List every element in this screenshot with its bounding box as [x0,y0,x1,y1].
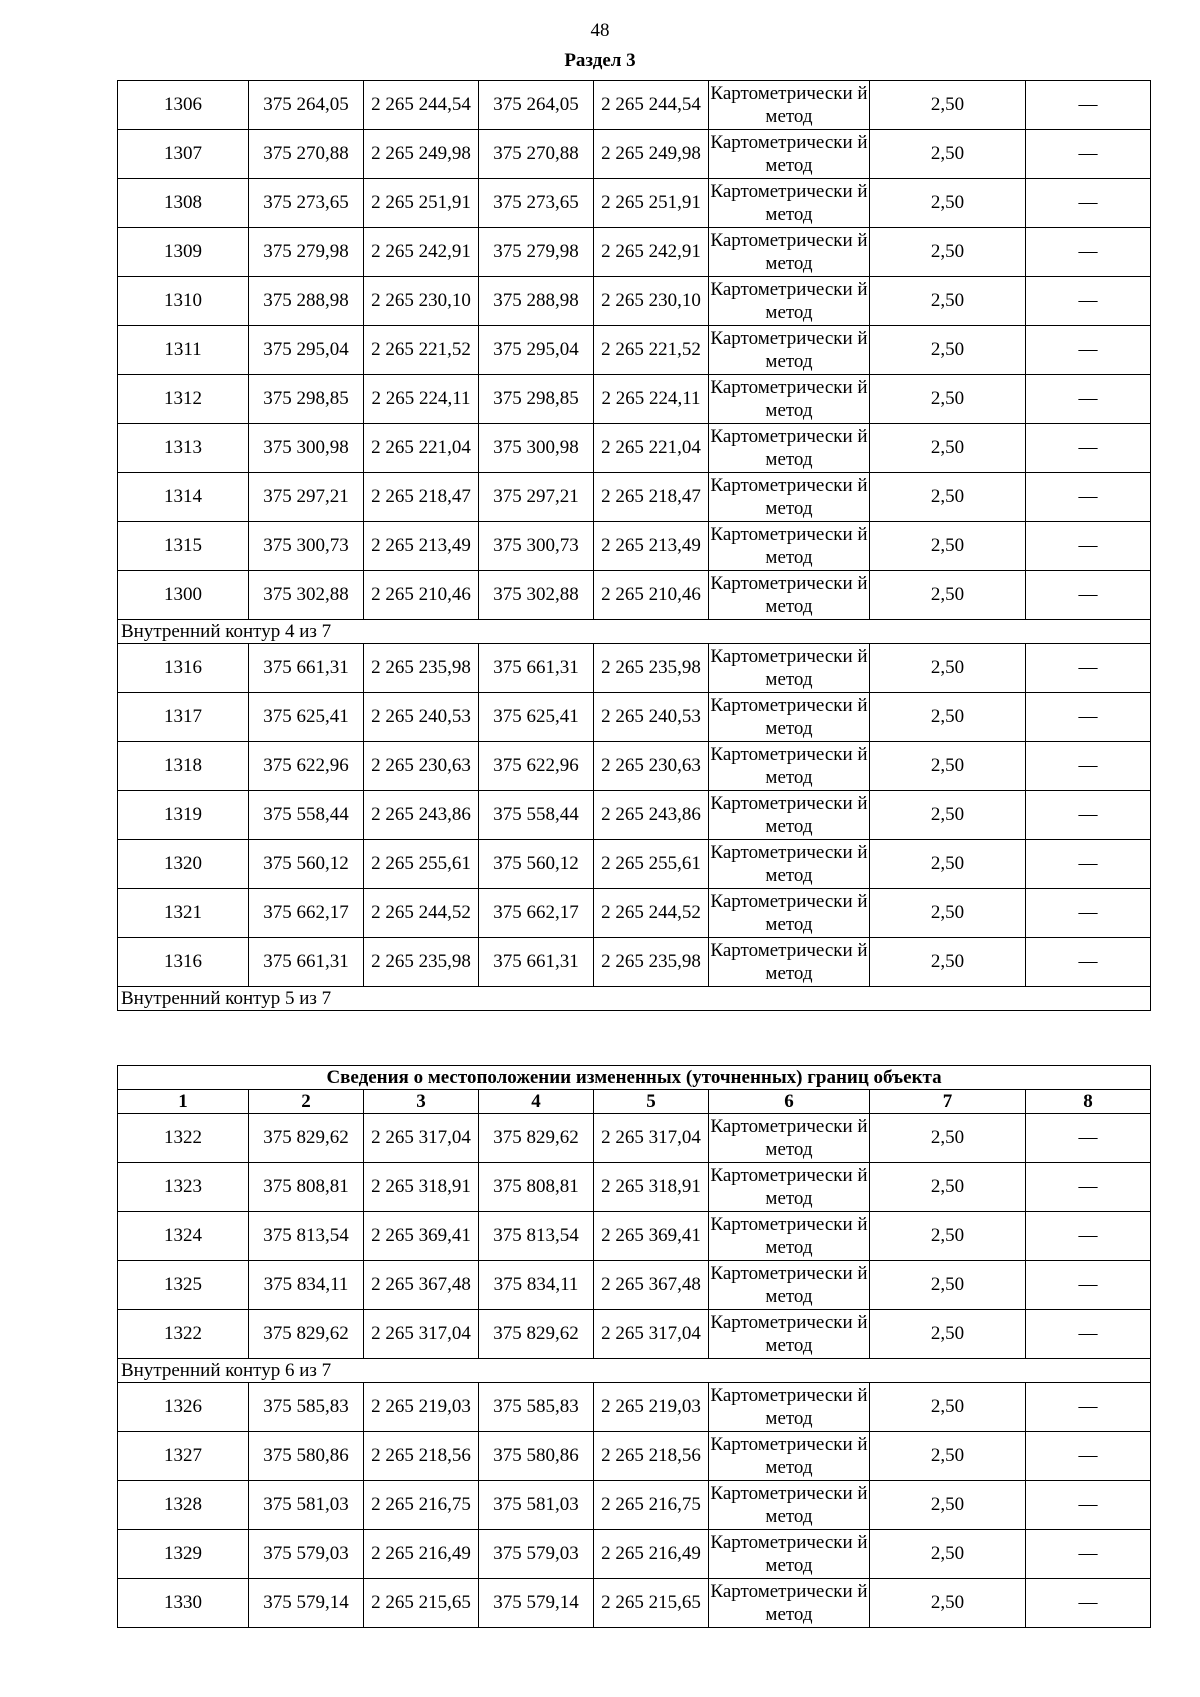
y-new-cell: 2 265 243,86 [594,791,709,840]
y-new-cell: 2 265 240,53 [594,693,709,742]
note-cell: — [1026,1114,1151,1163]
point-number-cell: 1318 [118,742,249,791]
x-existing-cell: 375 273,65 [249,179,364,228]
y-existing-cell: 2 265 240,53 [364,693,479,742]
y-new-cell: 2 265 317,04 [594,1310,709,1359]
table-row [118,522,1151,571]
note-cell: — [1026,375,1151,424]
column-number-header: 7 [870,1090,1026,1114]
point-number-cell: 1322 [118,1114,249,1163]
method-cell: Картометрически й метод [709,1261,870,1310]
point-number-cell: 1314 [118,473,249,522]
method-cell: Картометрически й метод [709,473,870,522]
table-row [118,1383,1151,1432]
note-cell: — [1026,1432,1151,1481]
note-cell: — [1026,81,1151,130]
y-existing-cell: 2 265 210,46 [364,571,479,620]
table-caption-row [118,1066,1151,1090]
y-new-cell: 2 265 369,41 [594,1212,709,1261]
column-number-header: 2 [249,1090,364,1114]
method-cell: Картометрически й метод [709,277,870,326]
table-row [118,840,1151,889]
x-new-cell: 375 297,21 [479,473,594,522]
table-row [118,473,1151,522]
table-row [118,889,1151,938]
note-cell: — [1026,1212,1151,1261]
point-number-cell: 1328 [118,1481,249,1530]
table-row [118,742,1151,791]
y-new-cell: 2 265 249,98 [594,130,709,179]
x-existing-cell: 375 622,96 [249,742,364,791]
x-new-cell: 375 579,14 [479,1579,594,1628]
y-existing-cell: 2 265 235,98 [364,938,479,987]
table-row [118,277,1151,326]
method-cell: Картометрически й метод [709,938,870,987]
y-existing-cell: 2 265 244,52 [364,889,479,938]
y-existing-cell: 2 265 242,91 [364,228,479,277]
method-cell: Картометрически й метод [709,1530,870,1579]
x-new-cell: 375 288,98 [479,277,594,326]
contour-label-row [118,620,1151,644]
y-new-cell: 2 265 221,04 [594,424,709,473]
column-number-header: 1 [118,1090,249,1114]
method-cell: Картометрически й метод [709,130,870,179]
point-number-cell: 1316 [118,938,249,987]
y-new-cell: 2 265 216,49 [594,1530,709,1579]
y-new-cell: 2 265 235,98 [594,644,709,693]
point-number-cell: 1313 [118,424,249,473]
column-number-header: 4 [479,1090,594,1114]
y-existing-cell: 2 265 367,48 [364,1261,479,1310]
accuracy-cell: 2,50 [870,1163,1026,1212]
x-existing-cell: 375 829,62 [249,1114,364,1163]
contour-label: Внутренний контур 6 из 7 [118,1359,1151,1383]
y-new-cell: 2 265 318,91 [594,1163,709,1212]
table-row [118,1163,1151,1212]
point-number-cell: 1317 [118,693,249,742]
note-cell: — [1026,1579,1151,1628]
x-existing-cell: 375 302,88 [249,571,364,620]
point-number-cell: 1310 [118,277,249,326]
column-number-header: 5 [594,1090,709,1114]
method-cell: Картометрически й метод [709,1481,870,1530]
contour-label-row [118,1359,1151,1383]
y-existing-cell: 2 265 255,61 [364,840,479,889]
note-cell: — [1026,179,1151,228]
note-cell: — [1026,1383,1151,1432]
accuracy-cell: 2,50 [870,889,1026,938]
accuracy-cell: 2,50 [870,130,1026,179]
method-cell: Картометрически й метод [709,522,870,571]
x-existing-cell: 375 300,73 [249,522,364,571]
x-existing-cell: 375 829,62 [249,1310,364,1359]
table-row [118,1114,1151,1163]
table-row [118,179,1151,228]
coordinates-table-continued [117,80,1151,1011]
accuracy-cell: 2,50 [870,522,1026,571]
x-new-cell: 375 834,11 [479,1261,594,1310]
y-existing-cell: 2 265 243,86 [364,791,479,840]
method-cell: Картометрически й метод [709,375,870,424]
y-existing-cell: 2 265 369,41 [364,1212,479,1261]
table-row [118,326,1151,375]
coordinates-table-body [118,81,1151,1011]
point-number-cell: 1312 [118,375,249,424]
table-row [118,424,1151,473]
column-number-header: 6 [709,1090,870,1114]
x-existing-cell: 375 288,98 [249,277,364,326]
x-existing-cell: 375 270,88 [249,130,364,179]
contour-label: Внутренний контур 4 из 7 [118,620,1151,644]
y-existing-cell: 2 265 216,49 [364,1530,479,1579]
method-cell: Картометрически й метод [709,228,870,277]
table-row [118,1310,1151,1359]
point-number-cell: 1322 [118,1310,249,1359]
method-cell: Картометрически й метод [709,1383,870,1432]
point-number-cell: 1329 [118,1530,249,1579]
accuracy-cell: 2,50 [870,791,1026,840]
x-existing-cell: 375 298,85 [249,375,364,424]
y-existing-cell: 2 265 224,11 [364,375,479,424]
x-existing-cell: 375 834,11 [249,1261,364,1310]
table-row [118,1579,1151,1628]
point-number-cell: 1311 [118,326,249,375]
y-new-cell: 2 265 218,47 [594,473,709,522]
y-existing-cell: 2 265 251,91 [364,179,479,228]
table-row [118,1530,1151,1579]
section-title: Раздел 3 [564,50,636,71]
x-new-cell: 375 813,54 [479,1212,594,1261]
accuracy-cell: 2,50 [870,179,1026,228]
note-cell: — [1026,1310,1151,1359]
x-new-cell: 375 273,65 [479,179,594,228]
x-new-cell: 375 295,04 [479,326,594,375]
method-cell: Картометрически й метод [709,424,870,473]
note-cell: — [1026,840,1151,889]
note-cell: — [1026,791,1151,840]
y-new-cell: 2 265 221,52 [594,326,709,375]
accuracy-cell: 2,50 [870,1383,1026,1432]
point-number-cell: 1324 [118,1212,249,1261]
y-existing-cell: 2 265 218,47 [364,473,479,522]
column-number-header: 8 [1026,1090,1151,1114]
note-cell: — [1026,1481,1151,1530]
table-row [118,1432,1151,1481]
x-new-cell: 375 661,31 [479,644,594,693]
y-new-cell: 2 265 213,49 [594,522,709,571]
accuracy-cell: 2,50 [870,742,1026,791]
accuracy-cell: 2,50 [870,1579,1026,1628]
accuracy-cell: 2,50 [870,277,1026,326]
x-existing-cell: 375 297,21 [249,473,364,522]
method-cell: Картометрически й метод [709,791,870,840]
y-existing-cell: 2 265 249,98 [364,130,479,179]
y-new-cell: 2 265 216,75 [594,1481,709,1530]
note-cell: — [1026,644,1151,693]
x-existing-cell: 375 295,04 [249,326,364,375]
x-existing-cell: 375 581,03 [249,1481,364,1530]
method-cell: Картометрически й метод [709,742,870,791]
x-new-cell: 375 622,96 [479,742,594,791]
x-new-cell: 375 264,05 [479,81,594,130]
table-row [118,228,1151,277]
x-new-cell: 375 300,98 [479,424,594,473]
accuracy-cell: 2,50 [870,1261,1026,1310]
changed-boundaries-table-body [118,1066,1151,1628]
method-cell: Картометрически й метод [709,644,870,693]
note-cell: — [1026,473,1151,522]
note-cell: — [1026,522,1151,571]
accuracy-cell: 2,50 [870,424,1026,473]
x-new-cell: 375 300,73 [479,522,594,571]
method-cell: Картометрически й метод [709,1310,870,1359]
point-number-cell: 1307 [118,130,249,179]
accuracy-cell: 2,50 [870,1481,1026,1530]
y-new-cell: 2 265 244,52 [594,889,709,938]
method-cell: Картометрически й метод [709,81,870,130]
note-cell: — [1026,424,1151,473]
x-existing-cell: 375 264,05 [249,81,364,130]
x-existing-cell: 375 808,81 [249,1163,364,1212]
accuracy-cell: 2,50 [870,571,1026,620]
x-existing-cell: 375 661,31 [249,644,364,693]
note-cell: — [1026,938,1151,987]
table-caption: Сведения о местоположении измененных (уточненных) границ объекта [118,1066,1151,1090]
table-row [118,791,1151,840]
accuracy-cell: 2,50 [870,1212,1026,1261]
table-row [118,81,1151,130]
x-new-cell: 375 662,17 [479,889,594,938]
y-existing-cell: 2 265 215,65 [364,1579,479,1628]
page-number: 48 [590,20,610,41]
point-number-cell: 1308 [118,179,249,228]
accuracy-cell: 2,50 [870,81,1026,130]
x-new-cell: 375 560,12 [479,840,594,889]
y-new-cell: 2 265 317,04 [594,1114,709,1163]
x-new-cell: 375 279,98 [479,228,594,277]
accuracy-cell: 2,50 [870,644,1026,693]
y-new-cell: 2 265 235,98 [594,938,709,987]
column-number-header: 3 [364,1090,479,1114]
x-existing-cell: 375 661,31 [249,938,364,987]
note-cell: — [1026,326,1151,375]
point-number-cell: 1321 [118,889,249,938]
x-existing-cell: 375 585,83 [249,1383,364,1432]
point-number-cell: 1306 [118,81,249,130]
point-number-cell: 1323 [118,1163,249,1212]
y-existing-cell: 2 265 219,03 [364,1383,479,1432]
point-number-cell: 1300 [118,571,249,620]
table-row [118,1212,1151,1261]
method-cell: Картометрически й метод [709,889,870,938]
y-existing-cell: 2 265 318,91 [364,1163,479,1212]
x-existing-cell: 375 580,86 [249,1432,364,1481]
x-new-cell: 375 270,88 [479,130,594,179]
x-new-cell: 375 625,41 [479,693,594,742]
y-new-cell: 2 265 230,63 [594,742,709,791]
x-new-cell: 375 585,83 [479,1383,594,1432]
note-cell: — [1026,228,1151,277]
note-cell: — [1026,693,1151,742]
point-number-cell: 1309 [118,228,249,277]
y-existing-cell: 2 265 235,98 [364,644,479,693]
y-new-cell: 2 265 230,10 [594,277,709,326]
y-new-cell: 2 265 224,11 [594,375,709,424]
table-row [118,130,1151,179]
x-new-cell: 375 829,62 [479,1114,594,1163]
y-new-cell: 2 265 242,91 [594,228,709,277]
x-existing-cell: 375 279,98 [249,228,364,277]
note-cell: — [1026,130,1151,179]
y-new-cell: 2 265 218,56 [594,1432,709,1481]
table-row [118,1481,1151,1530]
x-new-cell: 375 302,88 [479,571,594,620]
point-number-cell: 1320 [118,840,249,889]
x-existing-cell: 375 579,14 [249,1579,364,1628]
x-new-cell: 375 661,31 [479,938,594,987]
point-number-cell: 1325 [118,1261,249,1310]
y-existing-cell: 2 265 216,75 [364,1481,479,1530]
contour-label-row [118,987,1151,1011]
y-existing-cell: 2 265 221,04 [364,424,479,473]
y-new-cell: 2 265 244,54 [594,81,709,130]
note-cell: — [1026,889,1151,938]
accuracy-cell: 2,50 [870,228,1026,277]
x-new-cell: 375 581,03 [479,1481,594,1530]
x-existing-cell: 375 300,98 [249,424,364,473]
method-cell: Картометрически й метод [709,1579,870,1628]
y-new-cell: 2 265 251,91 [594,179,709,228]
point-number-cell: 1315 [118,522,249,571]
y-new-cell: 2 265 219,03 [594,1383,709,1432]
y-new-cell: 2 265 210,46 [594,571,709,620]
x-existing-cell: 375 558,44 [249,791,364,840]
table-row [118,938,1151,987]
accuracy-cell: 2,50 [870,326,1026,375]
x-existing-cell: 375 579,03 [249,1530,364,1579]
table-row [118,644,1151,693]
y-new-cell: 2 265 255,61 [594,840,709,889]
point-number-cell: 1330 [118,1579,249,1628]
method-cell: Картометрически й метод [709,179,870,228]
y-new-cell: 2 265 367,48 [594,1261,709,1310]
note-cell: — [1026,1530,1151,1579]
method-cell: Картометрически й метод [709,840,870,889]
table-row [118,1261,1151,1310]
accuracy-cell: 2,50 [870,840,1026,889]
accuracy-cell: 2,50 [870,1310,1026,1359]
note-cell: — [1026,1163,1151,1212]
y-existing-cell: 2 265 230,63 [364,742,479,791]
point-number-cell: 1319 [118,791,249,840]
y-existing-cell: 2 265 221,52 [364,326,479,375]
x-new-cell: 375 298,85 [479,375,594,424]
method-cell: Картометрически й метод [709,693,870,742]
x-existing-cell: 375 560,12 [249,840,364,889]
method-cell: Картометрически й метод [709,1212,870,1261]
method-cell: Картометрически й метод [709,571,870,620]
x-new-cell: 375 829,62 [479,1310,594,1359]
method-cell: Картометрически й метод [709,1163,870,1212]
y-existing-cell: 2 265 244,54 [364,81,479,130]
x-existing-cell: 375 662,17 [249,889,364,938]
x-new-cell: 375 580,86 [479,1432,594,1481]
contour-label: Внутренний контур 5 из 7 [118,987,1151,1011]
point-number-cell: 1316 [118,644,249,693]
method-cell: Картометрически й метод [709,326,870,375]
note-cell: — [1026,277,1151,326]
point-number-cell: 1327 [118,1432,249,1481]
accuracy-cell: 2,50 [870,1114,1026,1163]
table-row [118,571,1151,620]
y-existing-cell: 2 265 317,04 [364,1310,479,1359]
note-cell: — [1026,571,1151,620]
note-cell: — [1026,1261,1151,1310]
accuracy-cell: 2,50 [870,693,1026,742]
accuracy-cell: 2,50 [870,473,1026,522]
y-existing-cell: 2 265 317,04 [364,1114,479,1163]
point-number-cell: 1326 [118,1383,249,1432]
x-existing-cell: 375 813,54 [249,1212,364,1261]
accuracy-cell: 2,50 [870,938,1026,987]
y-existing-cell: 2 265 213,49 [364,522,479,571]
note-cell: — [1026,742,1151,791]
table-row [118,375,1151,424]
y-existing-cell: 2 265 230,10 [364,277,479,326]
method-cell: Картометрически й метод [709,1432,870,1481]
accuracy-cell: 2,50 [870,375,1026,424]
accuracy-cell: 2,50 [870,1432,1026,1481]
changed-boundaries-table [117,1065,1151,1628]
y-existing-cell: 2 265 218,56 [364,1432,479,1481]
y-new-cell: 2 265 215,65 [594,1579,709,1628]
x-new-cell: 375 558,44 [479,791,594,840]
x-new-cell: 375 808,81 [479,1163,594,1212]
column-number-header-row [118,1090,1151,1114]
x-new-cell: 375 579,03 [479,1530,594,1579]
method-cell: Картометрически й метод [709,1114,870,1163]
table-row [118,693,1151,742]
x-existing-cell: 375 625,41 [249,693,364,742]
accuracy-cell: 2,50 [870,1530,1026,1579]
